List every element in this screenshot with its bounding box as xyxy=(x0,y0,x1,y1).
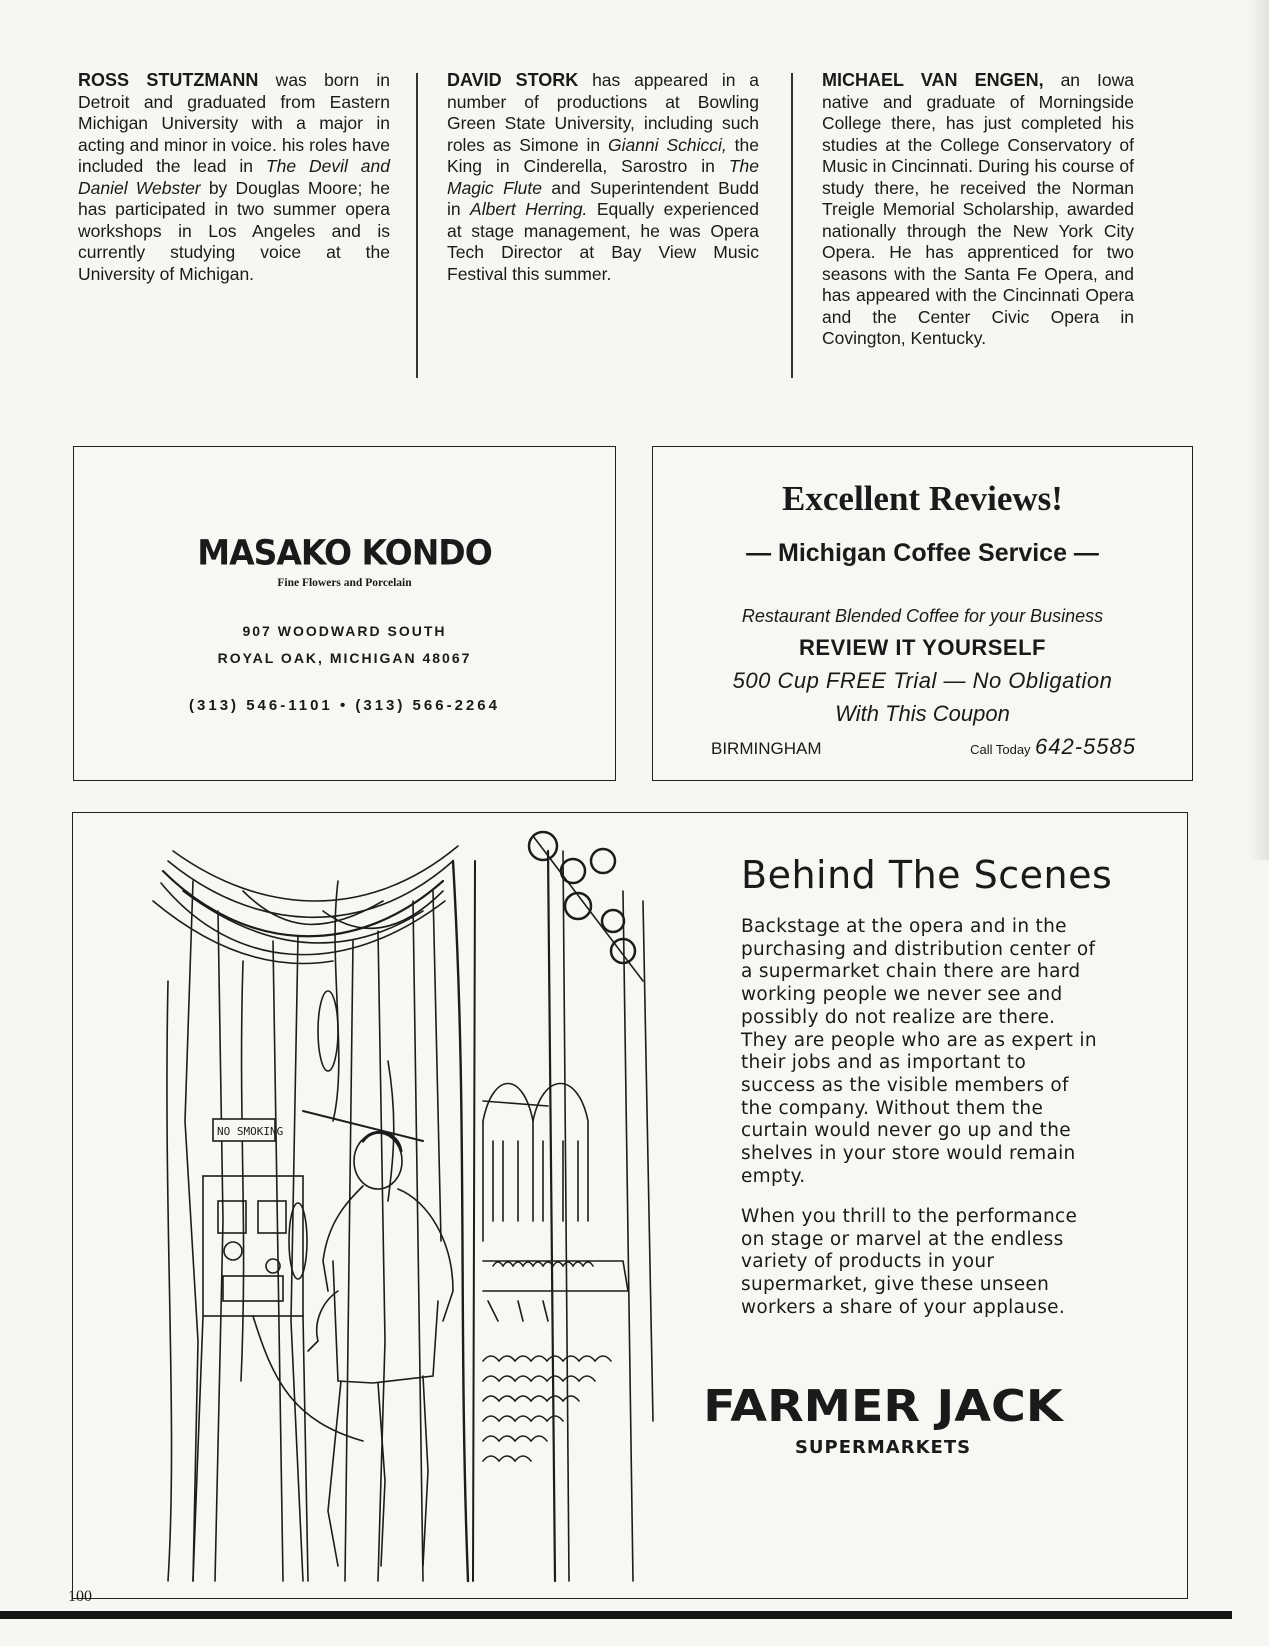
coffee-call-label: Call Today xyxy=(970,742,1031,757)
backstage-sketch-illustration xyxy=(123,821,703,1591)
bio-name: MICHAEL VAN ENGEN, xyxy=(822,70,1044,90)
bio-name: DAVID STORK xyxy=(447,70,579,90)
bio-david-stork xyxy=(447,70,759,285)
bio-text: Equally experienced at stage management, he was Opera Tech Director at Bay View Music Festival this summer. xyxy=(447,199,759,284)
coffee-city: BIRMINGHAM xyxy=(711,739,822,758)
bio-title: Gianni Schicci, xyxy=(607,134,727,155)
coffee-phone: 642-5585 xyxy=(1035,734,1136,759)
bio-text: has appeared in a number of productions at Bowling Green State University, including such roles as Simone in xyxy=(447,70,759,155)
farmer-jack-paragraph-2: When you thrill to the performance on stage or marvel at the endless variety of products in your supermarket, give these unseen workers a share of your applause. xyxy=(741,1206,1078,1318)
page-number: 100 xyxy=(68,1588,92,1605)
farmer-jack-paragraph-1: Backstage at the opera and in the purchasing and distribution center of a supermarket chain there are hard working people we never see and possibly do not realize are there. They are people who are as expert in their jobs and as important to success as the visible members of the company. Without them the curtain would never go up and the shelves in your store would remain empty. xyxy=(741,916,1097,1187)
coffee-company: — Michigan Coffee Service — xyxy=(746,539,1099,567)
bio-name: ROSS STUTZMANN xyxy=(78,70,259,90)
bio-text: by Douglas Moore; he has participated in two summer opera workshops in Los Angeles and is currently studying voice at the University of Michigan. xyxy=(78,177,390,284)
farmer-jack-logo: FARMER JACK xyxy=(703,1381,1063,1432)
kondo-address-line-2: ROYAL OAK, MICHIGAN 48067 xyxy=(217,650,472,666)
coffee-review-cta: REVIEW IT YOURSELF xyxy=(799,635,1046,660)
farmer-jack-headline: Behind The Scenes xyxy=(741,853,1113,897)
no-smoking-sign: NO SMOKING xyxy=(217,1125,284,1138)
bio-ross-stutzmann xyxy=(78,70,390,285)
bio-title: Albert Herring. xyxy=(470,199,588,219)
bio-text: was born in Detroit and graduated from Eastern Michigan University with a major in acting and minor in voice. his roles have included the lead in xyxy=(78,70,390,176)
bio-michael-van-engen xyxy=(822,70,1134,350)
column-rule xyxy=(416,73,418,378)
page-edge-shadow xyxy=(1247,0,1269,860)
ad-farmer-jack xyxy=(72,812,1188,1599)
coffee-tagline: Restaurant Blended Coffee for your Business xyxy=(741,606,1104,626)
kondo-phone-numbers: (313) 546-1101 • (313) 566-2264 xyxy=(189,697,500,714)
bio-text: and Superintendent Budd in xyxy=(447,177,759,219)
coffee-coupon: With This Coupon xyxy=(835,701,1010,726)
bio-text: the King in Cinderella, Sarostro in xyxy=(447,134,759,176)
kondo-logo: MASAKO KONDO xyxy=(197,532,492,573)
coffee-headline: Excellent Reviews! xyxy=(782,479,1063,518)
ad-masako-kondo xyxy=(73,446,616,781)
column-rule xyxy=(791,73,793,378)
bio-text: an Iowa native and graduate of Morningside College there, has just completed his studies at the College Conservatory of Music in Cincinnati. During his course of study there, he received the Norman Treigle Memorial Scholarship, awarded nationally through the New York City Opera. He has apprenticed for two seasons with the Santa Fe Opera, and has appeared with the Cincinnati Opera and the Center Civic Opera in Covington, Kentucky. xyxy=(822,70,1134,348)
performer-bios xyxy=(78,70,1188,380)
kondo-tagline: Fine Flowers and Porcelain xyxy=(277,577,412,589)
bio-title: The Magic Flute xyxy=(447,156,759,198)
ad-michigan-coffee xyxy=(652,446,1193,781)
bottom-edge-bar xyxy=(0,1611,1232,1619)
farmer-jack-logo-subtitle: SUPERMARKETS xyxy=(794,1437,972,1458)
bio-title: The Devil and Daniel Webster xyxy=(78,156,390,198)
coffee-offer: 500 Cup FREE Trial — No Obligation xyxy=(732,668,1113,693)
coffee-call xyxy=(970,734,1136,760)
kondo-address-line-1: 907 WOODWARD SOUTH xyxy=(242,623,447,639)
